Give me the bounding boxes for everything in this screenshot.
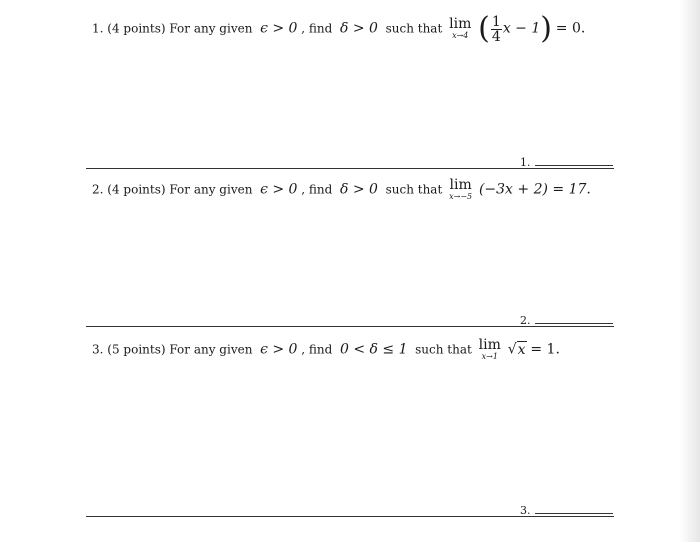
problem-3-lim-subscript: x→1 xyxy=(481,352,498,361)
problem-3-sqrt-symbol: √ xyxy=(507,341,517,358)
problem-1-number: 1. xyxy=(92,21,104,36)
problem-3-find: , find xyxy=(301,342,333,357)
problem-2-points: (4 points) xyxy=(107,182,166,197)
problem-3-epsilon-condition: ϵ > 0 xyxy=(260,341,298,358)
problem-2-lead: For any given xyxy=(169,182,253,197)
divider-2 xyxy=(86,326,614,327)
page-edge-shadow xyxy=(680,0,700,542)
problem-1-delta-condition: δ > 0 xyxy=(339,20,378,37)
answer-3-label: 3. xyxy=(520,504,531,517)
answer-1-label: 1. xyxy=(520,156,531,169)
answer-1-blank[interactable] xyxy=(535,165,613,166)
problem-2-epsilon-condition: ϵ > 0 xyxy=(260,181,298,198)
problem-3-sqrt-argument: x xyxy=(517,341,526,358)
problem-2-lim-word: lim xyxy=(449,177,472,193)
problem-2-number: 2. xyxy=(92,182,104,197)
problem-1-lim-word: lim xyxy=(449,16,472,32)
divider-3 xyxy=(86,516,614,517)
problem-2 xyxy=(92,178,612,202)
problem-3-limit xyxy=(479,338,501,362)
problem-1-result: = 0. xyxy=(555,20,586,37)
problem-1-points: (4 points) xyxy=(107,21,166,36)
problem-3-delta-condition: 0 < δ ≤ 1 xyxy=(339,341,408,358)
problem-2-expression: (−3x + 2) = 17. xyxy=(478,181,591,198)
problem-1-right-paren: ) xyxy=(540,11,552,46)
problem-1-lim-subscript: x→4 xyxy=(452,31,469,40)
divider-1 xyxy=(86,168,614,169)
problem-2-limit xyxy=(449,178,472,202)
problem-1-left-paren: ( xyxy=(478,11,490,46)
problem-1-frac-numerator: 1 xyxy=(491,13,501,30)
problem-3-result: = 1. xyxy=(530,341,560,358)
problem-1-find: , find xyxy=(301,21,333,36)
problem-1-epsilon-condition: ϵ > 0 xyxy=(260,20,298,37)
problem-2-such-that: such that xyxy=(385,182,443,197)
problem-2-delta-condition: δ > 0 xyxy=(339,181,378,198)
problem-1 xyxy=(92,11,612,46)
problem-1-lead: For any given xyxy=(169,21,253,36)
problem-3-lim-word: lim xyxy=(478,337,501,353)
problem-1-limit xyxy=(449,17,471,41)
problem-3-number: 3. xyxy=(92,342,104,357)
problem-2-find: , find xyxy=(301,182,333,197)
answer-2-label: 2. xyxy=(520,314,531,327)
problem-1-fraction xyxy=(491,15,502,44)
problem-3-lead: For any given xyxy=(169,342,253,357)
problem-3 xyxy=(92,338,612,362)
problem-1-frac-denominator: 4 xyxy=(491,28,501,45)
answer-2-blank[interactable] xyxy=(535,323,613,324)
problem-2-lim-subscript: x→−5 xyxy=(449,192,473,201)
problem-3-points: (5 points) xyxy=(107,342,166,357)
problem-1-expression: x − 1 xyxy=(502,20,541,37)
answer-3-blank[interactable] xyxy=(535,513,613,514)
problem-3-such-that: such that xyxy=(415,342,472,357)
problem-1-such-that: such that xyxy=(385,21,443,36)
